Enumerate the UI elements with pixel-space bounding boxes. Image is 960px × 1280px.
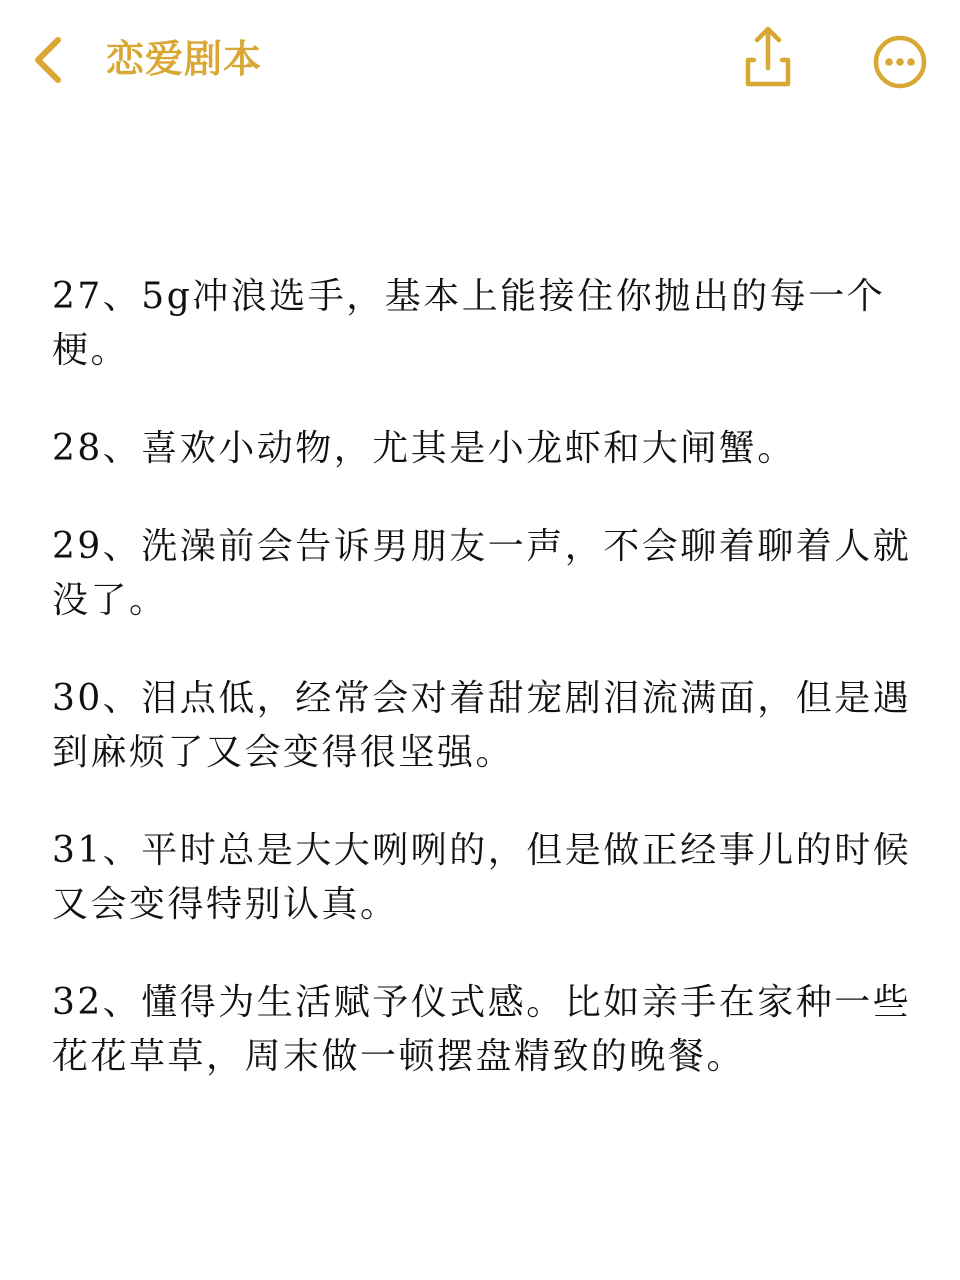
list-item: 29、洗澡前会告诉男朋友一声，不会聊着聊着人就没了。 [52,526,912,621]
page-title: 恋爱剧本 [106,37,263,81]
navigation-bar [0,0,960,120]
more-button[interactable] [870,32,930,92]
share-button[interactable] [736,24,796,90]
list-item: 32、懂得为生活赋予仪式感。比如亲手在家种一些花花草草，周末做一顿摆盘精致的晚餐。 [52,982,912,1077]
more-dots-icon [870,32,930,92]
list-item: 30、泪点低，经常会对着甜宠剧泪流满面，但是遇到麻烦了又会变得很坚强。 [52,678,912,773]
chevron-left-icon [26,30,76,90]
note-body [52,270,912,1128]
list-item: 31、平时总是大大咧咧的，但是做正经事儿的时候又会变得特别认真。 [52,830,912,925]
share-icon [736,24,796,90]
list-item: 28、喜欢小动物，尤其是小龙虾和大闸蟹。 [52,428,796,469]
back-button[interactable] [26,30,76,90]
list-item: 27、5g冲浪选手，基本上能接住你抛出的每一个梗。 [52,276,886,371]
